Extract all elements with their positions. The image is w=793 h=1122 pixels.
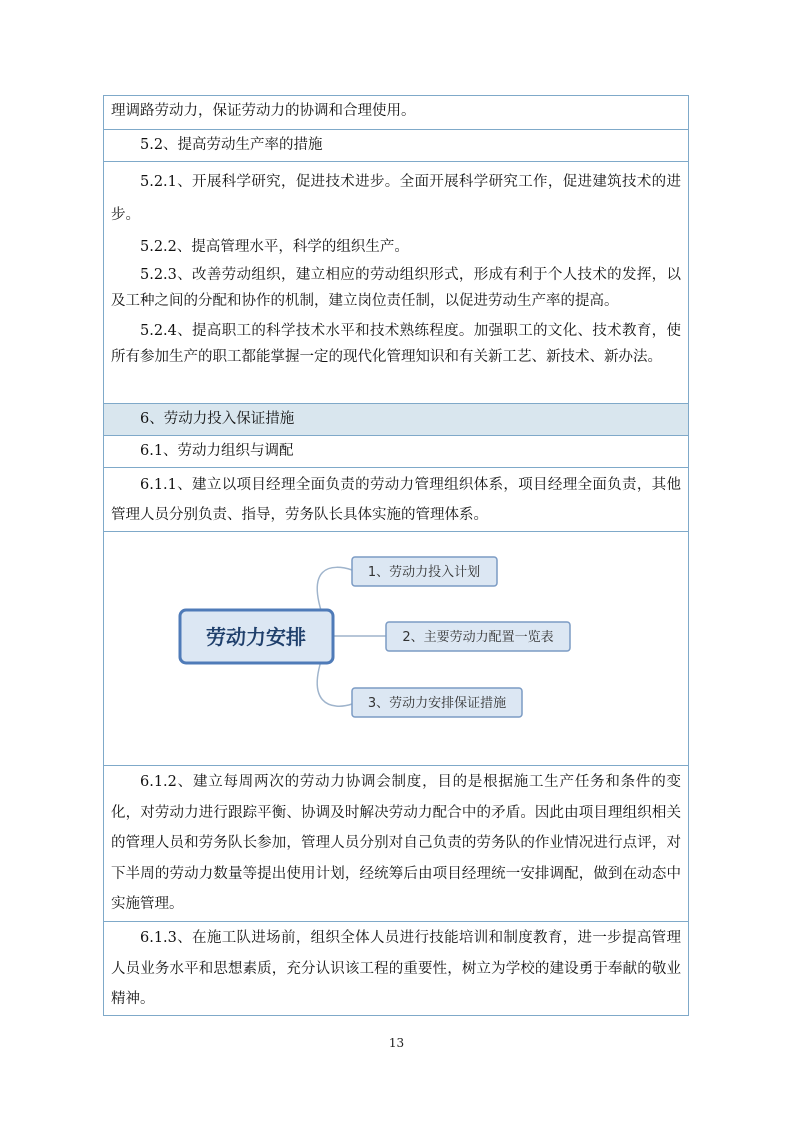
paragraph: 5.2.2、提高管理水平，科学的组织生产。: [140, 239, 409, 255]
page-number: 13: [388, 1036, 405, 1050]
paragraph: 理调路劳动力，保证劳动力的协调和合理使用。: [111, 103, 416, 119]
table-row: [104, 921, 688, 1015]
paragraph: 6.1.1、建立以项目经理全面负责的劳动力管理组织体系，项目经理全面负责，其他管理人员分别负责、指导，劳务队长具体实施的管理体系。: [111, 477, 681, 523]
diagram-row: [104, 531, 688, 765]
paragraph: 5.2.4、提高职工的科学技术水平和技术熟练程度。加强职工的文化、技术教育，使所有参加生产的职工都能掌握一定的现代化管理知识和有关新工艺、新技术、新办法。: [111, 323, 681, 365]
paragraph: 5.2.3、改善劳动组织，建立相应的劳动组织形式，形成有利于个人技术的发挥，以及工种之间的分配和协作的机制，建立岗位责任制，以促进劳动生产率的提高。: [111, 267, 681, 309]
table-row: [104, 435, 688, 467]
section-heading: 5.2、提高劳动生产率的措施: [140, 137, 323, 153]
table-row: [104, 403, 688, 435]
table-row: [104, 129, 688, 161]
table-row: [104, 161, 688, 403]
leaf-node-label: 2、主要劳动力配置一览表: [402, 630, 554, 645]
table-row: [104, 467, 688, 531]
leaf-node-label: 1、劳动力投入计划: [367, 565, 481, 580]
center-node-label: 劳动力安排: [206, 625, 306, 649]
section-heading: 6.1、劳动力组织与调配: [140, 443, 294, 459]
document-table: [103, 95, 689, 1016]
paragraph: 5.2.1、开展科学研究，促进技术进步。全面开展科学研究工作，促进建筑技术的进步。: [111, 174, 681, 223]
paragraph: 6.1.2、建立每周两次的劳动力协调会制度，目的是根据施工生产任务和条件的变化，对劳动力进行跟踪平衡、协调及时解决劳动力配合中的矛盾。因此由项目理组织相关的管理人员和劳务队长参加，管理人员分别对自己负责的劳务队的作业情况进行点评，对下半周的劳动力数量等提出使用计划，经统筹后由项目经理统一安排调配，做到在动态中实施管理。: [111, 774, 681, 912]
leaf-node-label: 3、劳动力安排保证措施: [367, 696, 507, 711]
table-row: [104, 765, 688, 921]
section-heading: 6、劳动力投入保证措施: [140, 411, 295, 427]
mind-map: [104, 532, 688, 766]
table-row: [104, 96, 688, 129]
paragraph: 6.1.3、在施工队进场前，组织全体人员进行技能培训和制度教育，进一步提高管理人员业务水平和思想素质，充分认识该工程的重要性，树立为学校的建设勇于奉献的敬业精神。: [111, 930, 681, 1007]
